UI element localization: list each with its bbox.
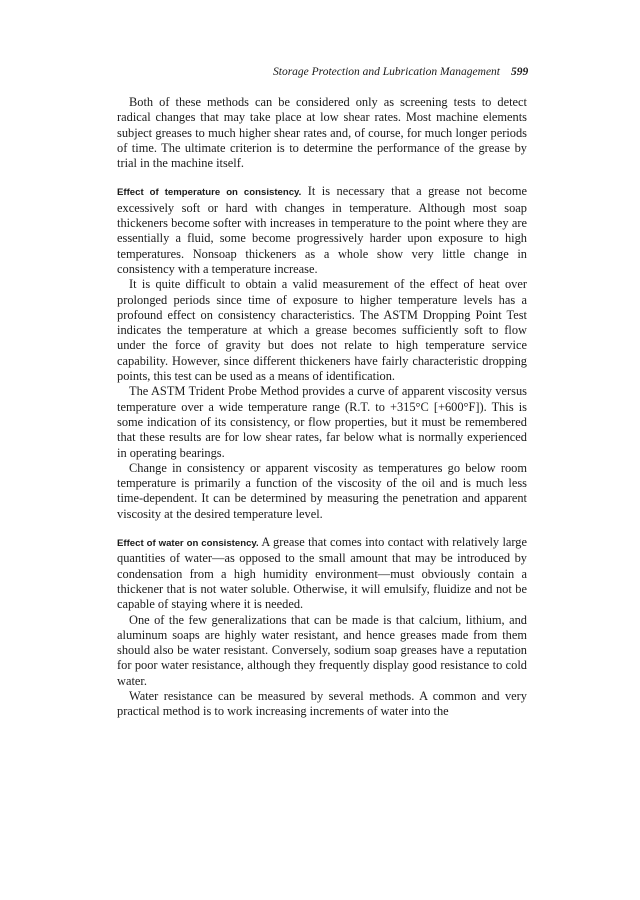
paragraph xyxy=(117,184,527,277)
paragraph-text: It is necessary that a grease not become excessively soft or hard with changes in temperature. Although most soap thickeners become softer with increases in temperature to the point where they are essentially a fluid, some become progressively harder upon exposure to high temperatures. Nonsoap thickeners as a whole show very little change in consistency with a temperature increase. xyxy=(117,184,527,276)
page-number: 599 xyxy=(511,66,529,78)
running-title: Storage Protection and Lubrication Management xyxy=(273,66,500,78)
body-text xyxy=(117,95,527,720)
paragraph: Change in consistency or apparent viscosity as temperatures go below room temperature is primarily a function of the viscosity of the oil and is much less time-dependent. It can be determined by measuring the penetration and apparent viscosity at the desired temperature level. xyxy=(117,460,527,521)
paragraph-text: A grease that comes into contact with relatively large quantities of water—as opposed to the small amount that may be introduced by condensation from a high humidity environment—must obviously contain a thickener that is not water soluble. Otherwise, it will emulsify, fluidize and not be capable of staying where it is needed. xyxy=(117,535,528,612)
paragraph: One of the few generalizations that can be made is that calcium, lithium, and aluminum soaps are highly water resistant, and hence greases made from them should also be water resistant. Conversely, sodium soap greases have a reputation for poor water resistance, although they frequently display good resistance to cold water. xyxy=(117,612,527,688)
running-header xyxy=(0,66,640,82)
paragraph: Both of these methods can be considered only as screening tests to detect radical changes that may take place at low shear rates. Most machine elements subject greases to much higher shear rates and, of course, for much longer periods of time. The ultimate criterion is to determine the performance of the grease by trial in the machine itself. xyxy=(117,95,527,171)
paragraph: The ASTM Trident Probe Method provides a curve of apparent viscosity versus temperature over a wide temperature range (R.T. to +315°C [+600°F]). This is some indication of its consistency, or flow properties, but it must be remembered that these results are for low shear rates, far below what is normally experienced in operating bearings. xyxy=(117,384,527,460)
paragraph xyxy=(117,535,527,612)
paragraph: Water resistance can be measured by several methods. A common and very practical method is to work increasing increments of water into the xyxy=(117,688,527,719)
section-heading-temperature: Effect of temperature on consistency. xyxy=(117,187,302,199)
section-heading-water: Effect of water on consistency. xyxy=(117,538,259,550)
paragraph: It is quite difficult to obtain a valid measurement of the effect of heat over prolonged periods since time of exposure to higher temperature levels has a profound effect on consistency characteristics. The ASTM Dropping Point Test indicates the temperature at which a grease becomes sufficiently soft to flow under the force of gravity but does not relate to high temperature service capability. However, since different thickeners have fairly characteristic dropping points, this test can be used as a means of identification. xyxy=(117,277,527,384)
